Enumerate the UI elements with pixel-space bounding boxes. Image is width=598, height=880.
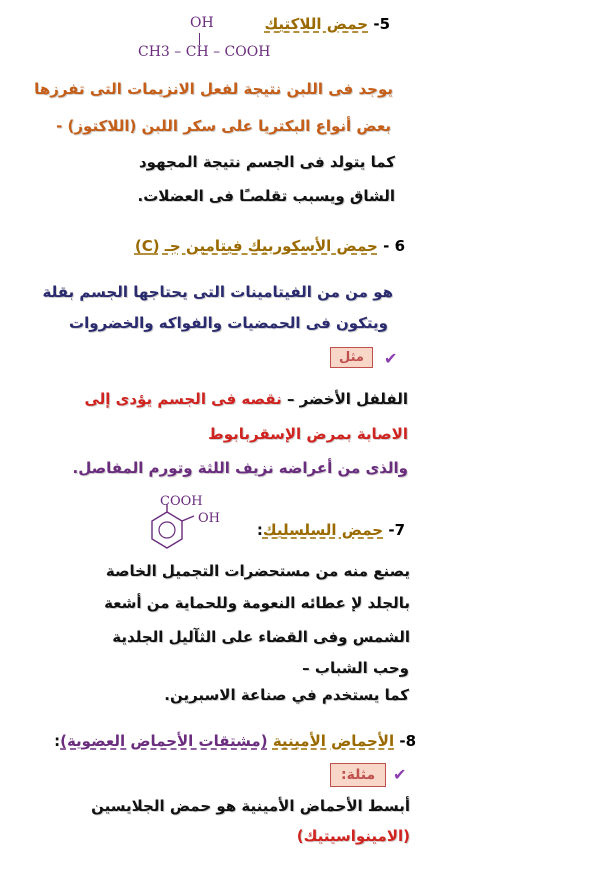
- section-title: الأحماض الأمينية: [272, 732, 395, 750]
- example-box: مثلة:: [330, 763, 386, 787]
- lactic-formula-main: CH3 – CH – COOH: [138, 44, 271, 60]
- section-number: 7-: [388, 521, 405, 539]
- salicylic-line-4: وحب الشباب –: [302, 659, 409, 677]
- section-5-heading: [264, 15, 390, 33]
- section-7-heading: 7- حمض السلسليك:: [256, 521, 405, 539]
- benzene-ring: [152, 512, 182, 548]
- ascorbic-line-1: هو من من الفيتامينات التى يحتاجها الجسم بقلة: [42, 283, 393, 301]
- oh-bond: [182, 516, 194, 521]
- salicylic-oh: OH: [198, 511, 220, 526]
- section-8-heading: 8- الأحماض الأمينية (مشتقات الأحماض العضوية):: [54, 732, 416, 750]
- lactic-line-1: يوجد فى اللبن نتيجة لفعل الانزيمات التى تفرزها: [34, 80, 393, 98]
- lactic-formula-oh: OH: [190, 15, 214, 31]
- section-number: 6 -: [383, 237, 405, 255]
- example-subject: الفلفل الأخضر –: [286, 390, 408, 408]
- lactic-line-3: كما يتولد فى الجسم نتيجة المجهود: [138, 153, 395, 171]
- section-subtitle: (مشتقات الأحماض العضوية): [60, 732, 268, 750]
- section-number: 5-: [373, 15, 390, 33]
- example-box: مثل: [330, 347, 373, 368]
- salicylic-cooh: COOH: [160, 494, 203, 509]
- salicylic-line-1: يصنع منه من مستحضرات التجميل الخاصة: [105, 562, 410, 580]
- ascorbic-example-line-2: الاصابة بمرض الإسقربابوط: [208, 425, 408, 443]
- section-number: 8-: [399, 732, 416, 750]
- ascorbic-line-2: ويتكون فى الحمضيات والفواكه والخضروات: [69, 314, 388, 332]
- salicylic-line-5: كما يستخدم في صناعة الاسبرين.: [164, 686, 409, 704]
- ring-circle: [159, 522, 175, 538]
- checkmark-icon: ✔: [384, 349, 398, 368]
- amino-line-1: أبسط الأحماض الأمينية هو حمض الجلايسين: [91, 797, 410, 815]
- example-effect: نقصه فى الجسم يؤدى إلى: [84, 390, 282, 408]
- lactic-line-2: بعض أنواع البكتريا على سكر اللبن (اللاكتوز) -: [56, 117, 391, 135]
- lactic-line-4: الشاق ويسبب تقلصـًا فى العضلات.: [137, 187, 395, 205]
- amino-line-2: (الامينواسيتيك): [296, 827, 410, 845]
- section-title: حمض السلسليك: [262, 521, 384, 539]
- salicylic-line-3: الشمس وفى القضاء على الثآليل الجلدية: [112, 628, 410, 646]
- ascorbic-example-line-1: [0, 390, 408, 408]
- checkmark-icon: ✔: [393, 765, 407, 784]
- section-title: حمض الأسكوربيك فيتامين جـ (C): [134, 237, 378, 255]
- section-6-heading: [135, 237, 405, 255]
- salicylic-line-2: بالجلد لإ عطائه النعومة وللحماية من أشعة: [104, 594, 410, 612]
- section-title: حمض اللاكتيك: [264, 15, 369, 33]
- ascorbic-example-line-3: والذى من أعراضه نزيف اللثة وتورم المفاصل.: [72, 459, 408, 477]
